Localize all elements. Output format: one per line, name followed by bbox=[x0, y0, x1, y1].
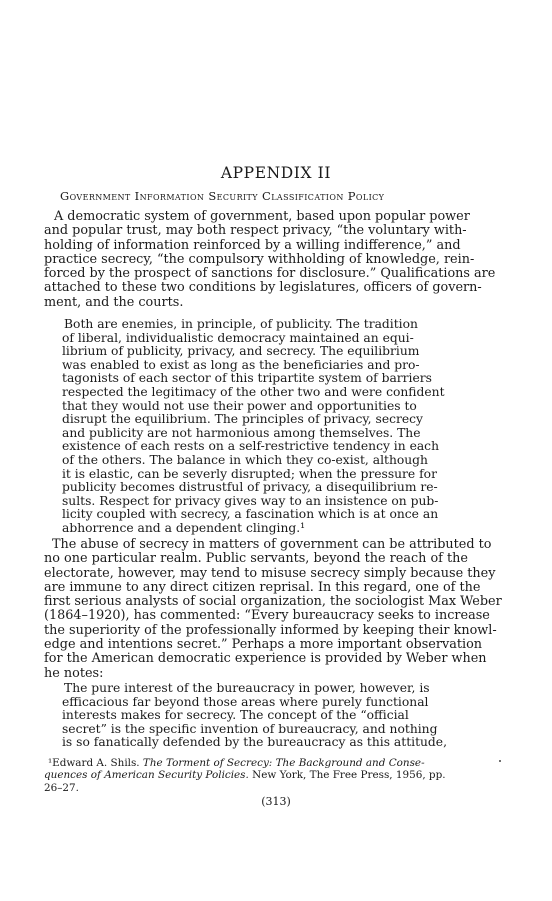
quote-line: Both are enemies, in principle, of publicity. The tradition bbox=[64, 318, 418, 331]
paragraph-line: A democratic system of government, based upon popular power bbox=[54, 210, 470, 224]
quote-line: is so fanatically defended by the bureaucracy as this attitude, bbox=[62, 736, 447, 750]
block-quote-shils bbox=[62, 318, 472, 536]
paragraph-line: electorate, however, may tend to misuse secrecy simply because they bbox=[44, 566, 496, 581]
footnote-author: ¹Edward A. Shils. bbox=[48, 757, 143, 769]
block-quote-weber bbox=[62, 682, 472, 750]
quote-line: of liberal, individualistic democracy maintained an equi- bbox=[62, 331, 414, 345]
quote-line: was enabled to exist as long as the beneficiaries and pro- bbox=[62, 358, 420, 372]
page-number: (313) bbox=[261, 795, 291, 808]
footnote-title-part-2: quences of American Security Policies. bbox=[44, 769, 249, 782]
quote-line: abhorrence and a dependent clinging.¹ bbox=[62, 521, 306, 535]
quote-line: disrupt the equilibrium. The principles of privacy, secrecy bbox=[62, 413, 423, 427]
footnote-line-2 bbox=[44, 769, 504, 781]
scan-speck bbox=[499, 760, 501, 762]
paragraph-line: and popular trust, may both respect privacy, “the voluntary with- bbox=[44, 224, 467, 239]
appendix-title: APPENDIX II bbox=[220, 164, 332, 182]
paragraph-line: The abuse of secrecy in matters of government can be attributed to bbox=[52, 538, 492, 552]
paragraph-line: for the American democratic experience is provided by Weber when bbox=[44, 652, 487, 667]
paragraph-line: he notes: bbox=[44, 666, 104, 681]
paragraph-line: (1864–1920), has commented: “Every bureaucracy seeks to increase bbox=[44, 609, 490, 624]
paragraph-2 bbox=[44, 538, 504, 681]
paragraph-line: holding of information reinforced by a willing indifference,” and bbox=[44, 238, 461, 253]
quote-line: interests makes for secrecy. The concept of the “official bbox=[62, 709, 409, 723]
paragraph-line: ment, and the courts. bbox=[44, 295, 184, 310]
footnote bbox=[44, 757, 504, 794]
paragraph-line: attached to these two conditions by legislatures, officers of govern- bbox=[44, 281, 482, 296]
quote-line: The pure interest of the bureaucracy in power, however, is bbox=[64, 682, 430, 695]
quote-line: librium of publicity, privacy, and secrecy. The equilibrium bbox=[62, 345, 420, 359]
quote-line: it is elastic, can be severly disrupted; when the pressure for bbox=[62, 467, 437, 481]
section-title: Government Information Security Classification Policy bbox=[60, 189, 385, 203]
quote-line: efficacious far beyond those areas where purely functional bbox=[62, 695, 429, 709]
footnote-publisher: New York, The Free Press, 1956, pp. bbox=[248, 769, 446, 782]
paragraph-line: are immune to any direct citizen reprisal. In this regard, one of the bbox=[44, 580, 481, 595]
quote-line: secret” is the specific invention of bureaucracy, and nothing bbox=[62, 722, 438, 736]
paragraph-line: edge and intentions secret.” Perhaps a more important observation bbox=[44, 638, 483, 653]
quote-line: of the others. The balance in which they co-exist, although bbox=[62, 453, 428, 467]
quote-line: publicity becomes distrustful of privacy, a disequilibrium re- bbox=[62, 481, 438, 495]
quote-line: licity coupled with secrecy, a fascination which is at once an bbox=[62, 508, 439, 522]
quote-line: that they would not use their power and opportunities to bbox=[62, 399, 417, 413]
footnote-line-1 bbox=[44, 757, 504, 769]
quote-line: existence of each rests on a self-restrictive tendency in each bbox=[62, 440, 439, 454]
quote-line: and publicity are not harmonious among themselves. The bbox=[62, 426, 421, 440]
paragraph-1 bbox=[44, 210, 504, 310]
paragraph-line: practice secrecy, “the compulsory withholding of knowledge, rein- bbox=[44, 252, 475, 267]
quote-line: respected the legitimacy of the other two and were confident bbox=[62, 385, 445, 399]
paragraph-line: first serious analysts of social organization, the sociologist Max Weber bbox=[44, 595, 502, 610]
paragraph-line: the superiority of the professionally informed by keeping their knowl- bbox=[44, 623, 497, 638]
paragraph-line: no one particular realm. Public servants, beyond the reach of the bbox=[44, 552, 468, 567]
paragraph-line: forced by the prospect of sanctions for disclosure.” Qualifications are bbox=[44, 267, 496, 282]
quote-line: sults. Respect for privacy gives way to an insistence on pub- bbox=[62, 494, 439, 508]
quote-line: tagonists of each sector of this tripartite system of barriers bbox=[62, 372, 432, 386]
footnote-pages: 26–27. bbox=[44, 781, 79, 794]
footnote-title-part-1: The Torment of Secrecy: The Background and Conse- bbox=[142, 757, 425, 769]
